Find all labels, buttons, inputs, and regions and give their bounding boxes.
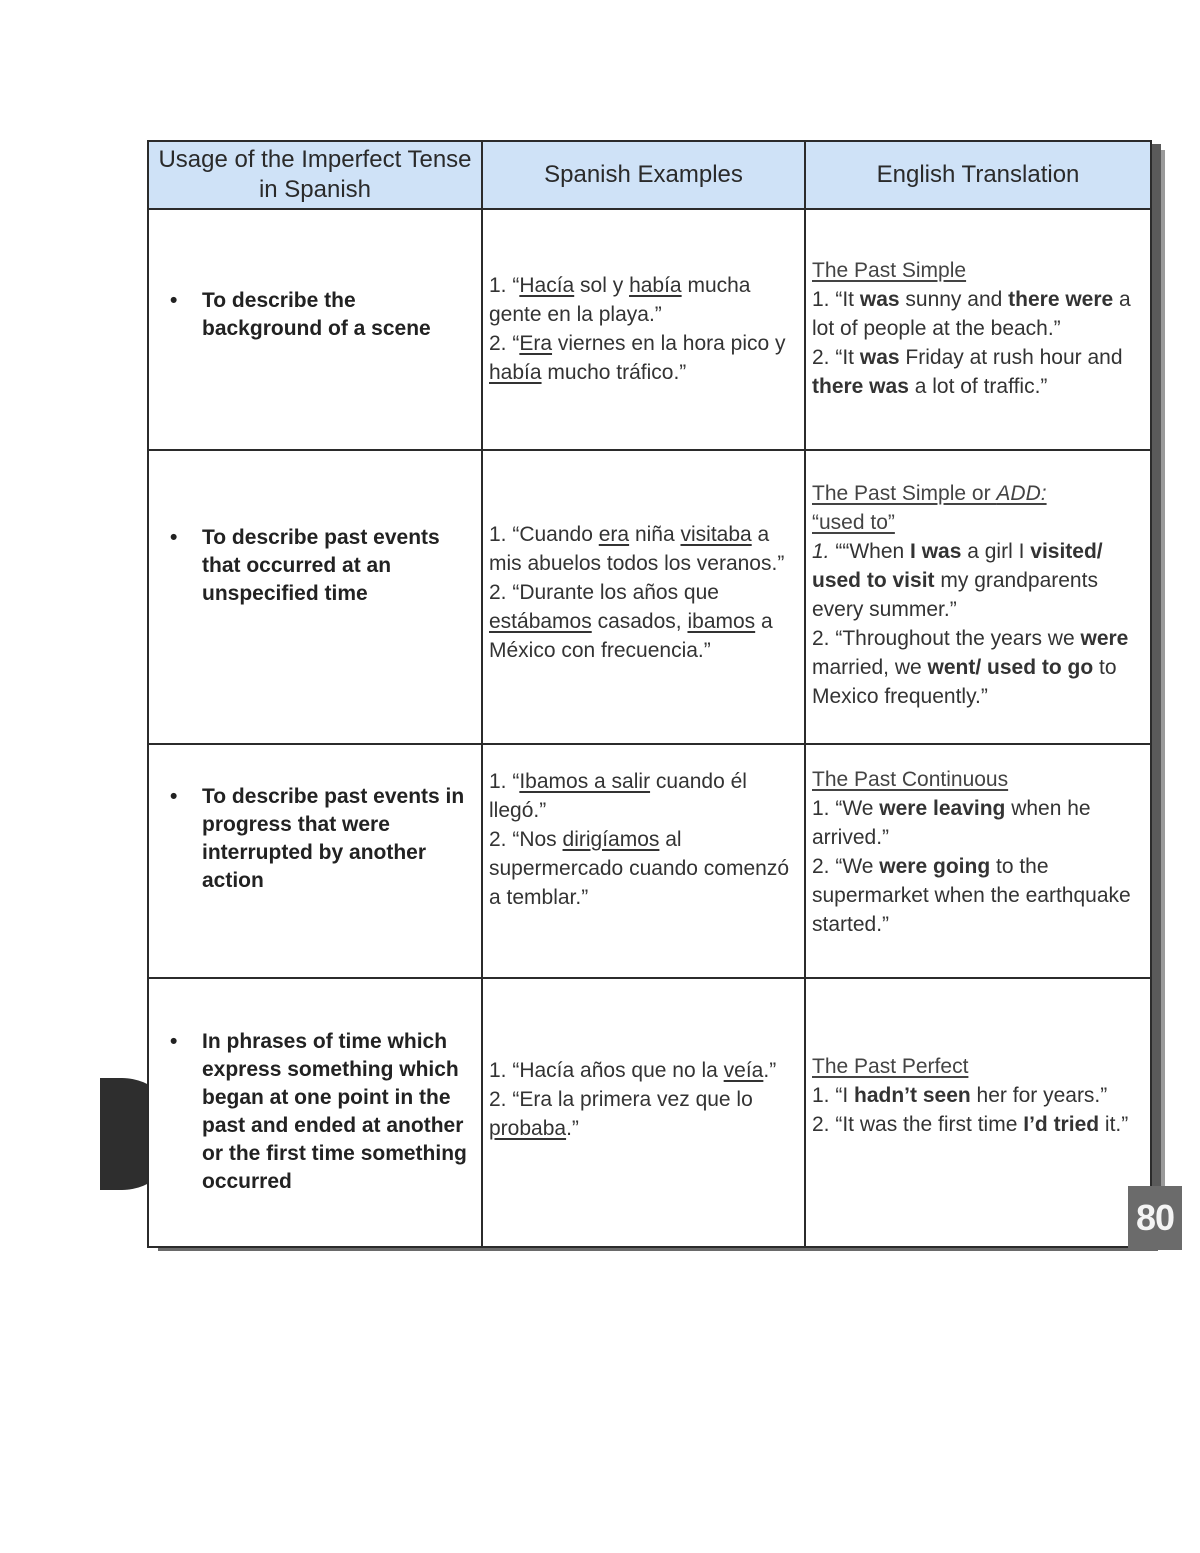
usage-item: • To describe past events that occurred at an unspecified time [170, 526, 440, 605]
tense-heading: The Past Simple or ADD: [812, 482, 1047, 505]
usage-item: • In phrases of time which express something which began at one point in the past and ended at another or the first time something occurred [170, 1029, 467, 1193]
table-row [148, 978, 1151, 1247]
spanish-example-2: 2. “Durante los años que estábamos casados, ibamos a México con frecuencia.” [489, 580, 773, 662]
imperfect-tense-table [147, 140, 1152, 1248]
bullet-icon: • [170, 288, 178, 312]
table-row [148, 744, 1151, 978]
usage-cell [148, 450, 482, 744]
header-spanish-examples: Spanish Examples [482, 141, 805, 209]
english-example-2: 2. “We were going to the supermarket when the earthquake started.” [812, 855, 1131, 936]
english-translation-cell [805, 978, 1151, 1247]
header-usage: Usage of the Imperfect Tense in Spanish [148, 141, 482, 209]
usage-cell [148, 209, 482, 450]
spanish-example-cell [482, 744, 805, 978]
usage-cell [148, 744, 482, 978]
tense-heading: The Past Perfect [812, 1055, 969, 1078]
bullet-icon: • [170, 785, 178, 808]
table-header-row [148, 141, 1151, 209]
english-translation-cell [805, 450, 1151, 744]
spanish-example-cell [482, 978, 805, 1247]
table-row [148, 450, 1151, 744]
tense-heading-line-2: “used to” [812, 511, 895, 534]
spanish-example-1: 1. “Hacía años que no la veía.” [489, 1059, 777, 1082]
english-example-2: 2. “It was Friday at rush hour and there was a lot of traffic.” [812, 346, 1123, 398]
spanish-example-1: 1. “Ibamos a salir cuando él llegó.” [489, 769, 747, 822]
table-row [148, 209, 1151, 450]
english-example-2: 2. “It was the first time I’d tried it.” [812, 1113, 1129, 1136]
usage-item: • To describe the background of a scene [170, 288, 431, 340]
english-example-1: 1. “It was sunny and there were a lot of people at the beach.” [812, 288, 1131, 340]
spanish-example-2: 2. “Nos dirigíamos al supermercado cuando comenzó a temblar.” [489, 827, 790, 909]
spanish-example-1: 1. “Hacía sol y había mucha gente en la playa.” [489, 273, 751, 326]
spanish-example-cell [482, 450, 805, 744]
usage-cell [148, 978, 482, 1247]
spanish-example-cell [482, 209, 805, 450]
english-translation-cell [805, 209, 1151, 450]
spanish-example-1: 1. “Cuando era niña visitaba a mis abuelos todos los veranos.” [489, 522, 785, 575]
header-english-translation: English Translation [805, 141, 1151, 209]
english-example-2: 2. “Throughout the years we were married, we went/ used to go to Mexico frequently.” [812, 627, 1129, 708]
page-number: 80 [1128, 1186, 1182, 1250]
spanish-example-2: 2. “Era viernes en la hora pico y había mucho tráfico.” [489, 331, 786, 384]
tense-heading: The Past Continuous [812, 768, 1009, 791]
english-translation-cell [805, 744, 1151, 978]
usage-item: • To describe past events in progress that were interrupted by another action [170, 785, 465, 892]
spanish-example-2: 2. “Era la primera vez que lo probaba.” [489, 1088, 753, 1140]
english-example-1: 1. ““When I was a girl I visited/ used to visit my grandparents every summer.” [812, 540, 1103, 621]
tense-heading: The Past Simple [812, 259, 967, 282]
bullet-icon: • [170, 526, 178, 549]
table-shadow-right-light [1161, 150, 1165, 1190]
english-example-1: 1. “We were leaving when he arrived.” [812, 797, 1091, 849]
bullet-icon: • [170, 1029, 178, 1053]
english-example-1: 1. “I hadn’t seen her for years.” [812, 1084, 1108, 1107]
